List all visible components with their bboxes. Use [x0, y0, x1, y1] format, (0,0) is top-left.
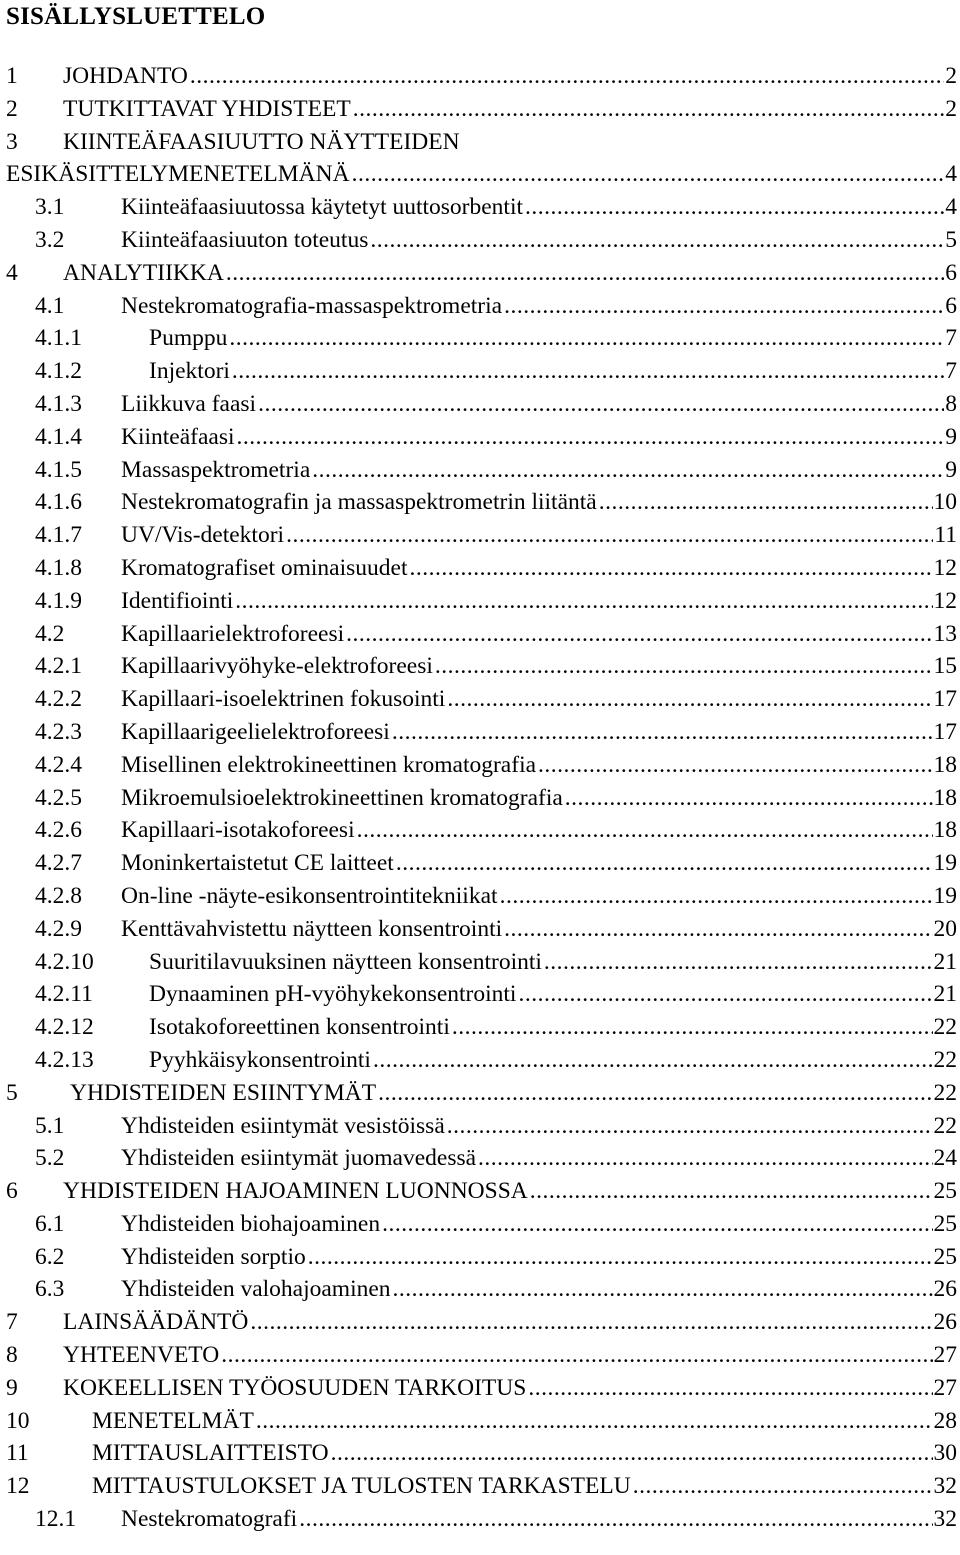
dot-leader — [382, 1208, 932, 1241]
toc-entry-title: KIINTEÄFAASIUUTTO NÄYTTEIDEN — [63, 128, 460, 155]
toc-entry-number: 3.1 — [35, 194, 65, 221]
toc-entry[interactable] — [0, 1241, 960, 1274]
toc-entry-title: YHDISTEIDEN ESIINTYMÄT — [70, 1077, 378, 1110]
toc-entry-title: UV/Vis-detektori — [121, 519, 286, 552]
toc-entry[interactable] — [0, 290, 960, 323]
toc-entry-title: Nestekromatografin ja massaspektrometrin liitäntä — [121, 486, 599, 519]
toc-entry-title: Moninkertaistetut CE laitteet — [121, 847, 396, 880]
toc-entry[interactable] — [0, 519, 960, 552]
dot-leader — [544, 946, 933, 979]
toc-entry-title: Kapillaarivyöhyke-elektroforeesi — [121, 650, 435, 683]
dot-leader — [396, 847, 933, 880]
toc-entry-number: 4.1.2 — [35, 358, 82, 385]
toc-entry-page: 22 — [933, 1079, 957, 1106]
toc-entry[interactable] — [0, 552, 960, 585]
toc-entry-page: 12 — [933, 554, 957, 581]
toc-entry[interactable] — [0, 1110, 960, 1143]
toc-entry-page: 19 — [933, 850, 957, 877]
dot-leader — [525, 191, 944, 224]
toc-entry[interactable] — [0, 1077, 960, 1110]
dot-leader — [599, 486, 933, 519]
toc-entry-page: 12 — [933, 587, 957, 614]
toc-entry-number: 6.3 — [35, 1276, 65, 1303]
toc-entry-page: 22 — [933, 1014, 957, 1041]
toc-entry-page: 20 — [933, 915, 957, 942]
toc-entry[interactable] — [0, 486, 960, 519]
toc-entry[interactable] — [0, 847, 960, 880]
toc-entry-title: Yhdisteiden biohajoaminen — [121, 1208, 382, 1241]
toc-entry-page: 11 — [934, 522, 957, 549]
dot-leader — [500, 880, 933, 913]
dot-leader — [478, 1142, 932, 1175]
dot-leader — [504, 913, 932, 946]
toc-entry-page: 5 — [945, 226, 957, 253]
toc-entry-title: Kapillaarigeelielektroforeesi — [121, 716, 392, 749]
toc-entry[interactable] — [0, 1011, 960, 1044]
dot-leader — [528, 1372, 932, 1405]
toc-entry-title: Kromatografiset ominaisuudet — [121, 552, 410, 585]
toc-entry-page: 18 — [933, 817, 957, 844]
dot-leader — [258, 388, 944, 421]
toc-entry-page: 24 — [933, 1145, 957, 1172]
toc-entry-page: 17 — [933, 718, 957, 745]
toc-entry[interactable] — [0, 683, 960, 716]
dot-leader — [235, 585, 932, 618]
toc-entry-title: Nestekromatografia-massaspektrometria — [121, 290, 504, 323]
dot-leader — [370, 224, 944, 257]
toc-entry-title: TUTKITTAVAT YHDISTEET — [63, 93, 353, 126]
toc-entry-number: 4.2.7 — [35, 850, 82, 877]
toc-entry-page: 17 — [933, 686, 957, 713]
toc-entry-title: ANALYTIIKKA — [63, 257, 226, 290]
dot-leader — [353, 93, 945, 126]
toc-entry-title: Kiinteäfaasi — [121, 421, 237, 454]
toc-entry-number: 4.1.6 — [35, 489, 82, 516]
dot-leader — [447, 1110, 933, 1143]
toc-entry[interactable] — [0, 1142, 960, 1175]
dot-leader — [352, 158, 945, 191]
toc-entry-number: 5.2 — [35, 1145, 65, 1172]
toc-entry[interactable] — [0, 782, 960, 815]
dot-leader — [435, 650, 933, 683]
dot-leader — [256, 1405, 933, 1438]
toc-entry-number: 5 — [6, 1079, 18, 1106]
toc-entry-number: 4.1 — [35, 292, 65, 319]
toc-entry-page: 8 — [945, 390, 957, 417]
dot-leader — [286, 519, 933, 552]
toc-entry-title: Nestekromatografi — [121, 1503, 299, 1536]
toc-entry[interactable] — [0, 650, 960, 683]
toc-entry-number: 11 — [6, 1440, 29, 1467]
toc-entry-title: Dynaaminen pH-vyöhykekonsentrointi — [149, 978, 518, 1011]
toc-entry-page: 2 — [945, 95, 957, 122]
toc-entry-number: 12 — [6, 1473, 30, 1500]
toc-entry-title: YHDISTEIDEN HAJOAMINEN LUONNOSSA — [63, 1175, 530, 1208]
toc-entry[interactable] — [0, 1503, 960, 1536]
toc-entry-number: 12.1 — [35, 1506, 77, 1533]
toc-entry-title: Kiinteäfaasiuuton toteutus — [121, 224, 370, 257]
toc-entry-title: Kapillaari-isoelektrinen fokusointi — [121, 683, 447, 716]
toc-entry-title: Kapillaari-isotakoforeesi — [121, 814, 357, 847]
toc-entry[interactable] — [0, 224, 960, 257]
toc-entry-number: 8 — [6, 1342, 18, 1369]
toc-entry-page: 25 — [933, 1178, 957, 1205]
dot-leader — [190, 60, 944, 93]
toc-entry[interactable] — [0, 421, 960, 454]
toc-entry-number: 3.2 — [35, 226, 65, 253]
toc-entry[interactable] — [0, 257, 960, 290]
toc-entry-title: Pumppu — [149, 322, 229, 355]
toc-entry-number: 4.2.1 — [35, 653, 82, 680]
toc-entry-number: 6 — [6, 1178, 18, 1205]
toc-entry-number: 3 — [6, 128, 18, 155]
toc-entry-title: Kenttävahvistettu näytteen konsentrointi — [121, 913, 504, 946]
toc-entry[interactable] — [0, 618, 960, 651]
toc-entry[interactable] — [0, 388, 960, 421]
dot-leader — [221, 1339, 932, 1372]
toc-entry-number: 4.2.13 — [35, 1046, 94, 1073]
toc-entry-number: 4.1.3 — [35, 390, 82, 417]
toc-entry-number: 4.2.3 — [35, 718, 82, 745]
toc-entry[interactable] — [0, 913, 960, 946]
dot-leader — [452, 1011, 933, 1044]
toc-entry[interactable] — [0, 1437, 960, 1470]
toc-entry-page: 25 — [933, 1243, 957, 1270]
toc-entry-number: 4.2.10 — [35, 948, 94, 975]
toc-entry-title: MITTAUSLAITTEISTO — [92, 1437, 331, 1470]
toc-entry-title: MITTAUSTULOKSET JA TULOSTEN TARKASTELU — [92, 1470, 633, 1503]
toc-entry-page: 13 — [933, 620, 957, 647]
toc-entry-page: 18 — [933, 751, 957, 778]
toc-entry-title: Yhdisteiden sorptio — [121, 1241, 308, 1274]
dot-leader — [229, 322, 944, 355]
toc-entry-title: Yhdisteiden valohajoaminen — [121, 1273, 393, 1306]
toc-entry-number: 4.1.8 — [35, 554, 82, 581]
toc-entry-number: 4.2.11 — [35, 981, 93, 1008]
toc-entry[interactable] — [0, 60, 960, 93]
toc-entry-page: 27 — [933, 1342, 957, 1369]
toc-entry-page: 7 — [945, 325, 957, 352]
page-title: SISÄLLYSLUETTELO — [6, 3, 266, 30]
toc-entry-number: 4.2.12 — [35, 1014, 94, 1041]
toc-entry-number: 5.1 — [35, 1112, 65, 1139]
toc-entry-number: 4.2.8 — [35, 882, 82, 909]
toc-entry[interactable] — [0, 126, 960, 159]
toc-entry-number: 10 — [6, 1407, 30, 1434]
dot-leader — [378, 1077, 932, 1110]
toc-entry-number: 4.2.9 — [35, 915, 82, 942]
dot-leader — [308, 1241, 933, 1274]
toc-entry[interactable] — [0, 1044, 960, 1077]
toc-entry-page: 6 — [945, 292, 957, 319]
toc-entry-number: 4.2.5 — [35, 784, 82, 811]
toc-entry-title: Liikkuva faasi — [121, 388, 258, 421]
toc-entry[interactable] — [0, 978, 960, 1011]
dot-leader — [226, 257, 944, 290]
toc-entry-page: 27 — [933, 1374, 957, 1401]
toc-entry-title: YHTEENVETO — [63, 1339, 221, 1372]
toc-entry-title: Kiinteäfaasiuutossa käytetyt uuttosorbentit — [121, 191, 525, 224]
toc-entry-page: 19 — [933, 882, 957, 909]
toc-entry-page: 7 — [945, 358, 957, 385]
toc-entry-title: Injektori — [149, 355, 232, 388]
toc-entry[interactable] — [0, 158, 960, 191]
toc-entry-number: 7 — [6, 1309, 18, 1336]
toc-entry-number: 6.2 — [35, 1243, 65, 1270]
toc-entry-title: KOKEELLISEN TYÖOSUUDEN TARKOITUS — [63, 1372, 528, 1405]
toc-entry-page: 21 — [933, 948, 957, 975]
toc-entry-number: 4.2 — [35, 620, 65, 647]
toc-entry[interactable] — [0, 749, 960, 782]
toc-entry[interactable] — [0, 1339, 960, 1372]
toc-entry-title: Identifiointi — [121, 585, 235, 618]
toc-entry-page: 22 — [933, 1112, 957, 1139]
toc-entry-number: 9 — [6, 1374, 18, 1401]
toc-entry-title: Kapillaarielektroforeesi — [121, 618, 346, 651]
toc-entry-number: 4.1.7 — [35, 522, 82, 549]
toc-entry-page: 15 — [933, 653, 957, 680]
toc-entry[interactable] — [0, 585, 960, 618]
toc-entry-title: On-line -näyte-esikonsentrointitekniikat — [121, 880, 500, 913]
dot-leader — [392, 716, 933, 749]
toc-entry[interactable] — [0, 1306, 960, 1339]
toc-entry[interactable] — [0, 1372, 960, 1405]
toc-entry-page: 4 — [945, 194, 957, 221]
dot-leader — [504, 290, 944, 323]
toc-entry-title: Yhdisteiden esiintymät juomavedessä — [121, 1142, 478, 1175]
toc-entry-number: 4.2.6 — [35, 817, 82, 844]
toc-entry-page: 25 — [933, 1210, 957, 1237]
dot-leader — [346, 618, 932, 651]
toc-entry[interactable] — [0, 814, 960, 847]
toc-entry[interactable] — [0, 1405, 960, 1438]
dot-leader — [373, 1044, 933, 1077]
toc-entry-number: 6.1 — [35, 1210, 65, 1237]
toc-entry[interactable] — [0, 322, 960, 355]
toc-entry-number: 4 — [6, 259, 18, 286]
toc-entry-page: 32 — [933, 1506, 957, 1533]
dot-leader — [312, 454, 944, 487]
toc-entry-page: 9 — [945, 456, 957, 483]
dot-leader — [250, 1306, 932, 1339]
dot-leader — [633, 1470, 933, 1503]
dot-leader — [393, 1273, 933, 1306]
toc-entry[interactable] — [0, 355, 960, 388]
toc-entry[interactable] — [0, 93, 960, 126]
toc-entry-page: 26 — [933, 1309, 957, 1336]
toc-entry[interactable] — [0, 1470, 960, 1503]
toc-entry[interactable] — [0, 1208, 960, 1241]
toc-entry-number: 4.2.4 — [35, 751, 82, 778]
toc-entry-title: JOHDANTO — [63, 60, 190, 93]
dot-leader — [530, 1175, 933, 1208]
toc-entry-page: 30 — [933, 1440, 957, 1467]
dot-leader — [410, 552, 933, 585]
toc-entry-number: 4.1.4 — [35, 423, 82, 450]
dot-leader — [518, 978, 932, 1011]
toc-entry-page: 9 — [945, 423, 957, 450]
toc-entry[interactable] — [0, 880, 960, 913]
toc-entry-page: 22 — [933, 1046, 957, 1073]
toc-entry-page: 21 — [933, 981, 957, 1008]
toc-entry-title: Mikroemulsioelektrokineettinen kromatografia — [121, 782, 565, 815]
toc-entry[interactable] — [0, 454, 960, 487]
toc-entry[interactable] — [0, 1175, 960, 1208]
toc-entry-page: 28 — [933, 1407, 957, 1434]
toc-entry-page: 32 — [933, 1473, 957, 1500]
dot-leader — [232, 355, 944, 388]
toc-entry[interactable] — [0, 191, 960, 224]
toc-entry-number: 4.2.2 — [35, 686, 82, 713]
toc-entry-title: MENETELMÄT — [92, 1405, 256, 1438]
toc-entry-title: Misellinen elektrokineettinen kromatografia — [121, 749, 538, 782]
dot-leader — [331, 1437, 933, 1470]
dot-leader — [299, 1503, 932, 1536]
dot-leader — [357, 814, 933, 847]
toc-entry[interactable] — [0, 946, 960, 979]
toc-entry-title: Massaspektrometria — [121, 454, 312, 487]
dot-leader — [237, 421, 945, 454]
toc-entry[interactable] — [0, 716, 960, 749]
toc-entry-page: 26 — [933, 1276, 957, 1303]
dot-leader — [565, 782, 933, 815]
toc-entry-page: 4 — [945, 161, 957, 188]
toc-entry-title: ESIKÄSITTELYMENETELMÄNÄ — [6, 158, 352, 191]
toc-entry-page: 10 — [933, 489, 957, 516]
dot-leader — [447, 683, 932, 716]
toc-entry[interactable] — [0, 1273, 960, 1306]
toc-entry-number: 2 — [6, 95, 18, 122]
toc-entry-number: 4.1.1 — [35, 325, 82, 352]
toc-entry-title: LAINSÄÄDÄNTÖ — [63, 1306, 250, 1339]
table-of-contents — [0, 60, 960, 1536]
toc-entry-page: 18 — [933, 784, 957, 811]
toc-entry-title: Isotakoforeettinen konsentrointi — [149, 1011, 452, 1044]
toc-entry-page: 2 — [945, 63, 957, 89]
toc-entry-title: Pyyhkäisykonsentrointi — [149, 1044, 373, 1077]
dot-leader — [538, 749, 932, 782]
toc-entry-title: Suuritilavuuksinen näytteen konsentrointi — [149, 946, 544, 979]
toc-entry-page: 6 — [945, 259, 957, 286]
toc-entry-number: 1 — [6, 63, 18, 89]
toc-entry-number: 4.1.5 — [35, 456, 82, 483]
toc-entry-number: 4.1.9 — [35, 587, 82, 614]
toc-entry-title: Yhdisteiden esiintymät vesistöissä — [121, 1110, 447, 1143]
